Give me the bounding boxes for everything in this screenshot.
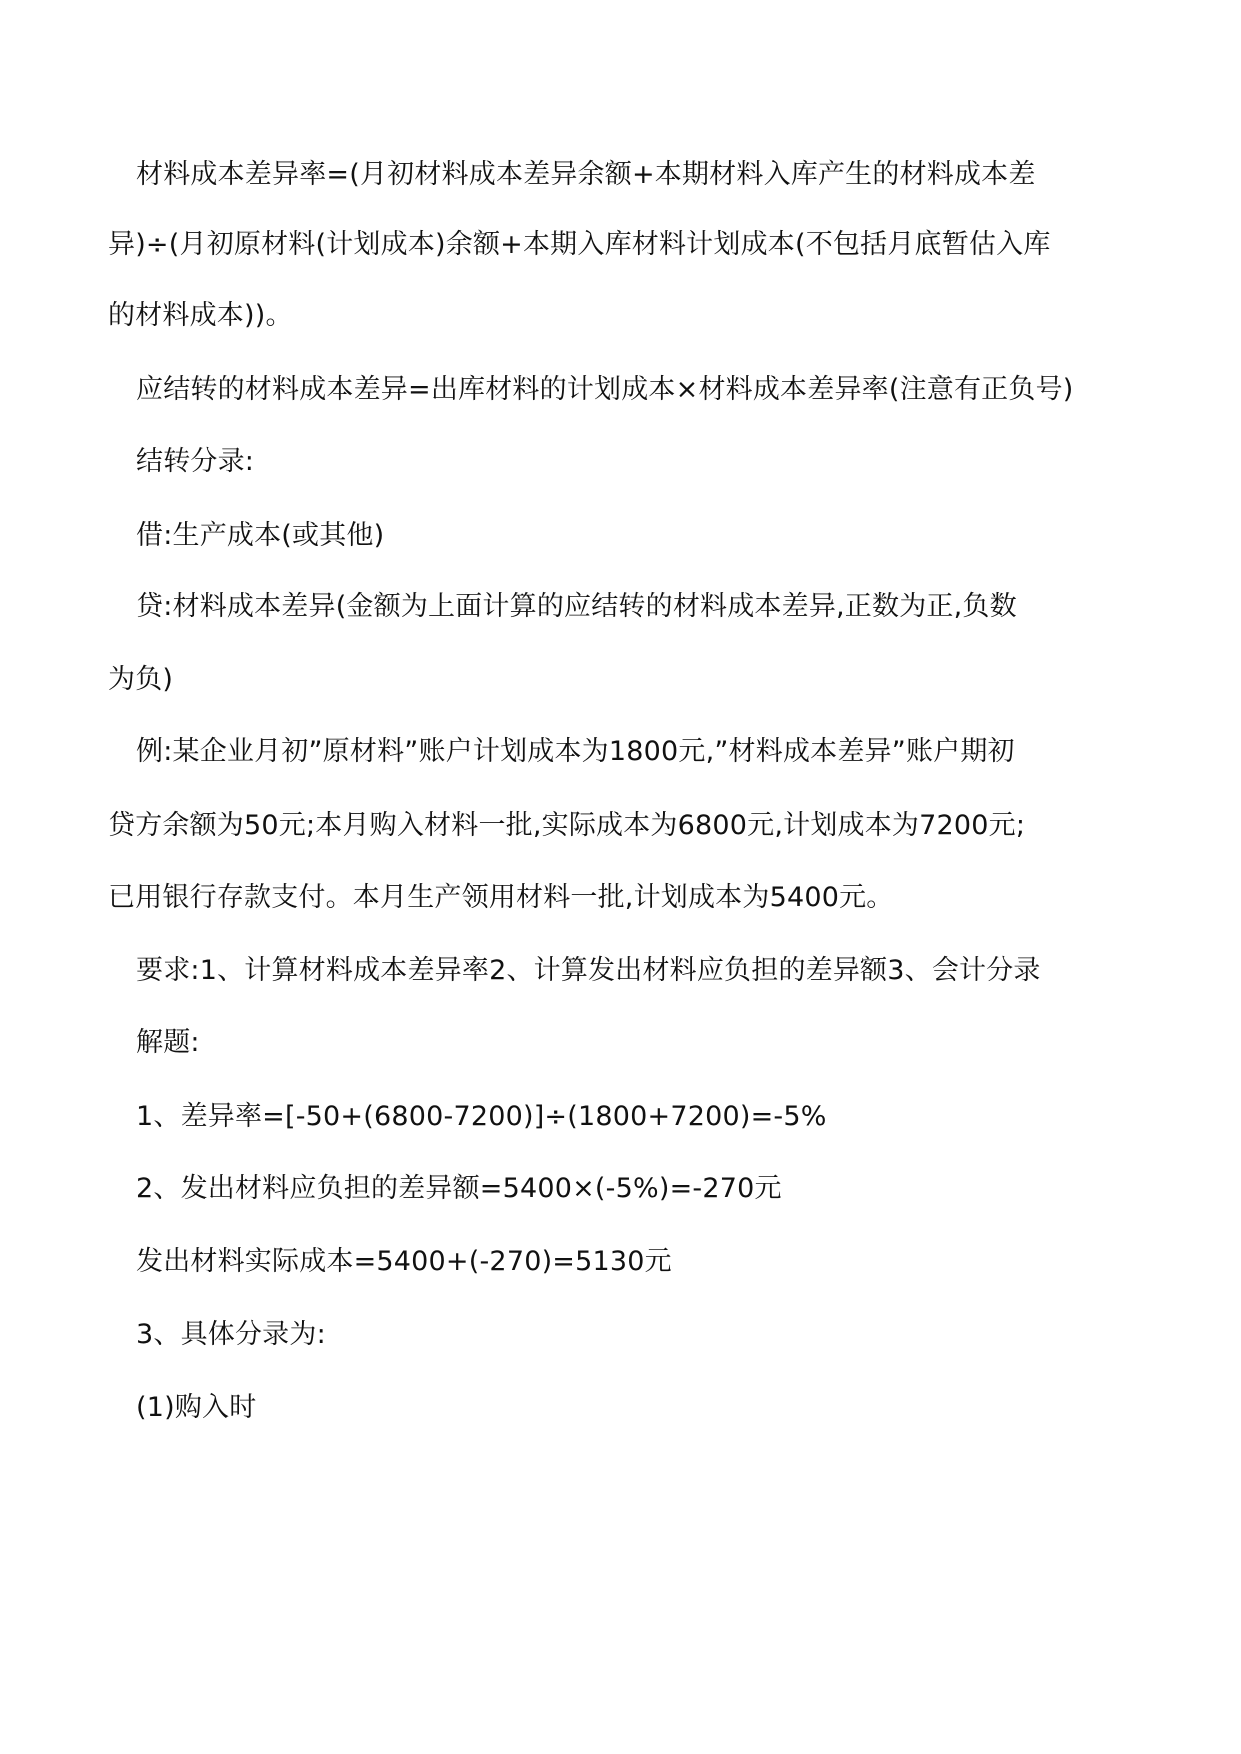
paragraph-line: 应结转的材料成本差异=出库材料的计划成本×材料成本差异率(注意有正负号): [136, 374, 1074, 405]
paragraph-line: 的材料成本))。: [108, 300, 293, 331]
paragraph-line: 已用银行存款支付。本月生产领用材料一批,计划成本为5400元。: [108, 882, 894, 913]
paragraph-line: 为负): [108, 664, 174, 695]
paragraph-line: 贷:材料成本差异(金额为上面计算的应结转的材料成本差异,正数为正,负数: [136, 591, 1017, 622]
paragraph-line: 例:某企业月初”原材料”账户计划成本为1800元,”材料成本差异”账户期初: [136, 736, 1015, 767]
paragraph-line: 解题:: [136, 1027, 200, 1058]
paragraph-line: 要求:1、计算材料成本差异率2、计算发出材料应负担的差异额3、会计分录: [136, 955, 1041, 986]
paragraph-line: (1)购入时: [136, 1392, 257, 1423]
paragraph-line: 1、差异率=[-50+(6800-7200)]÷(1800+7200)=-5%: [136, 1101, 827, 1132]
paragraph-line: 3、具体分录为:: [136, 1319, 326, 1350]
paragraph-line: 2、发出材料应负担的差异额=5400×(-5%)=-270元: [136, 1173, 782, 1204]
paragraph-line: 借:生产成本(或其他): [136, 520, 385, 551]
paragraph-line: 发出材料实际成本=5400+(-270)=5130元: [136, 1246, 672, 1277]
paragraph-line: 异)÷(月初原材料(计划成本)余额+本期入库材料计划成本(不包括月底暂估入库: [108, 229, 1051, 260]
paragraph-line: 材料成本差异率=(月初材料成本差异余额+本期材料入库产生的材料成本差: [136, 159, 1036, 190]
paragraph-line: 结转分录:: [136, 446, 255, 477]
paragraph-line: 贷方余额为50元;本月购入材料一批,实际成本为6800元,计划成本为7200元;: [108, 810, 1026, 841]
